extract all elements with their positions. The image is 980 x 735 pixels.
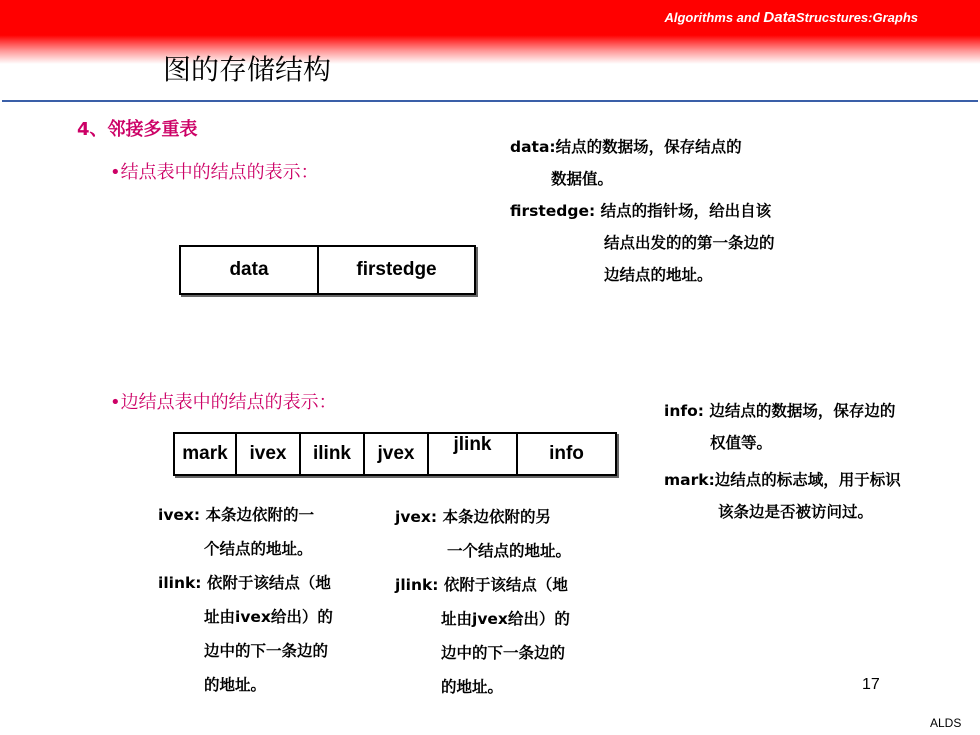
banner-suffix: Strucstures:Graphs	[795, 10, 918, 25]
edge-desc-left-5: 边中的下一条边的	[204, 642, 329, 660]
page-number: 17	[862, 676, 880, 693]
field-jlink: jlink	[429, 434, 518, 474]
field-firstedge: firstedge	[356, 259, 437, 280]
edge-desc-mid-6: 的地址。	[441, 678, 504, 696]
section-heading: 4、邻接多重表	[77, 119, 198, 140]
edge-desc-mid-5: 边中的下一条边的	[441, 644, 566, 662]
vertex-desc-line-5: 边结点的地址。	[604, 266, 713, 284]
vertex-node-structure	[179, 245, 476, 295]
edge-desc-left-2: 个结点的地址。	[204, 540, 313, 558]
field-data: data	[181, 247, 319, 293]
edge-desc-right-2: 权值等。	[710, 434, 773, 452]
footer-label: ALDS	[930, 716, 962, 730]
edge-desc-left-4: 址由ivex给出）的	[204, 608, 333, 626]
banner-big: Data	[763, 9, 796, 26]
header-banner	[0, 0, 980, 64]
edge-desc-left-6: 的地址。	[204, 676, 267, 694]
edge-desc-right-3: mark:边结点的标志域，用于标识	[664, 471, 901, 489]
vertex-desc-line-3: firstedge: 结点的指针场，给出自该	[510, 202, 772, 220]
vertex-bullet: •结点表中的结点的表示：	[110, 162, 319, 183]
field-mark: mark	[175, 434, 237, 474]
edge-node-structure	[173, 432, 617, 476]
vertex-desc-line-1: data:结点的数据场，保存结点的	[510, 138, 742, 156]
edge-desc-mid-1: jvex: 本条边依附的另	[395, 508, 552, 526]
edge-desc-left-3: ilink: 依附于该结点（地	[158, 574, 331, 592]
vertex-desc-line-2: 数据值。	[551, 170, 614, 188]
field-ivex: ivex	[237, 434, 301, 474]
edge-desc-right-4: 该条边是否被访问过。	[718, 503, 874, 521]
field-ilink: ilink	[301, 434, 365, 474]
title-divider	[2, 100, 978, 102]
field-info: info	[549, 443, 584, 464]
vertex-desc-line-4: 结点出发的的第一条边的	[604, 234, 775, 252]
edge-desc-mid-2: 一个结点的地址。	[447, 542, 572, 560]
edge-desc-right-1: info: 边结点的数据场，保存边的	[664, 402, 896, 420]
edge-desc-mid-4: 址由jvex给出）的	[441, 610, 570, 628]
banner-course-title	[664, 9, 918, 26]
edge-bullet: •边结点表中的结点的表示：	[110, 392, 337, 413]
edge-desc-mid-3: jlink: 依附于该结点（地	[395, 576, 568, 594]
edge-desc-left-1: ivex: 本条边依附的一	[158, 506, 315, 524]
field-jvex: jvex	[365, 434, 429, 474]
banner-prefix: Algorithms and	[664, 10, 764, 25]
slide-title: 图的存储结构	[163, 53, 332, 86]
